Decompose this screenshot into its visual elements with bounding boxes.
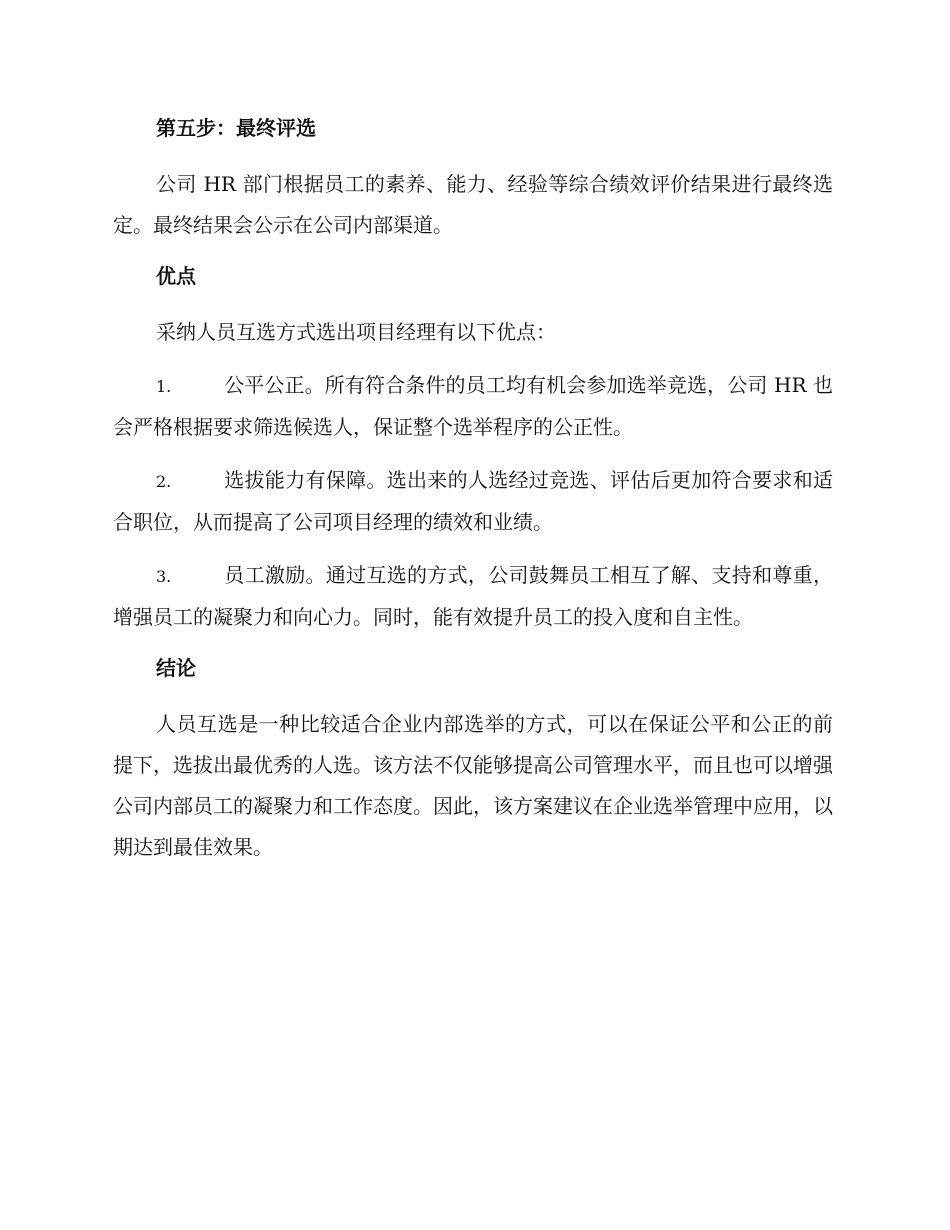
advantage-item-text: 公平公正。所有符合条件的员工均有机会参加选举竞选，公司 HR 也会严格根据要求筛选候选人，保证整个选举程序的公正性。	[113, 373, 833, 439]
step5-paragraph: 公司 HR 部门根据员工的素养、能力、经验等综合绩效评价结果进行最终选定。最终结果会公示在公司内部渠道。	[113, 172, 833, 237]
conclusion-heading: 结论	[156, 656, 196, 680]
document-content	[113, 110, 833, 880]
advantages-heading: 优点	[156, 264, 196, 288]
advantage-item-3	[113, 555, 833, 638]
advantages-intro: 采纳人员互选方式选出项目经理有以下优点：	[156, 320, 556, 344]
advantage-item-2	[113, 460, 833, 543]
advantage-item-number: 2.	[156, 472, 172, 491]
advantage-item-number: 3.	[156, 567, 172, 586]
step5-heading: 第五步：最终评选	[156, 116, 316, 140]
advantage-item-text: 选拔能力有保障。选出来的人选经过竞选、评估后更加符合要求和适合职位，从而提高了公司项目经理的绩效和业绩。	[113, 468, 833, 534]
advantage-item-text: 员工激励。通过互选的方式，公司鼓舞员工相互了解、支持和尊重，增强员工的凝聚力和向心力。同时，能有效提升员工的投入度和自主性。	[113, 563, 833, 629]
advantage-item-1	[113, 365, 833, 448]
conclusion-paragraph: 人员互选是一种比较适合企业内部选举的方式，可以在保证公平和公正的前提下，选拔出最优秀的人选。该方法不仅能够提高公司管理水平，而且也可以增强公司内部员工的凝聚力和工作态度。因此，该方案建议在企业选举管理中应用，以期达到最佳效果。	[113, 712, 833, 859]
advantage-item-number: 1.	[156, 377, 172, 396]
